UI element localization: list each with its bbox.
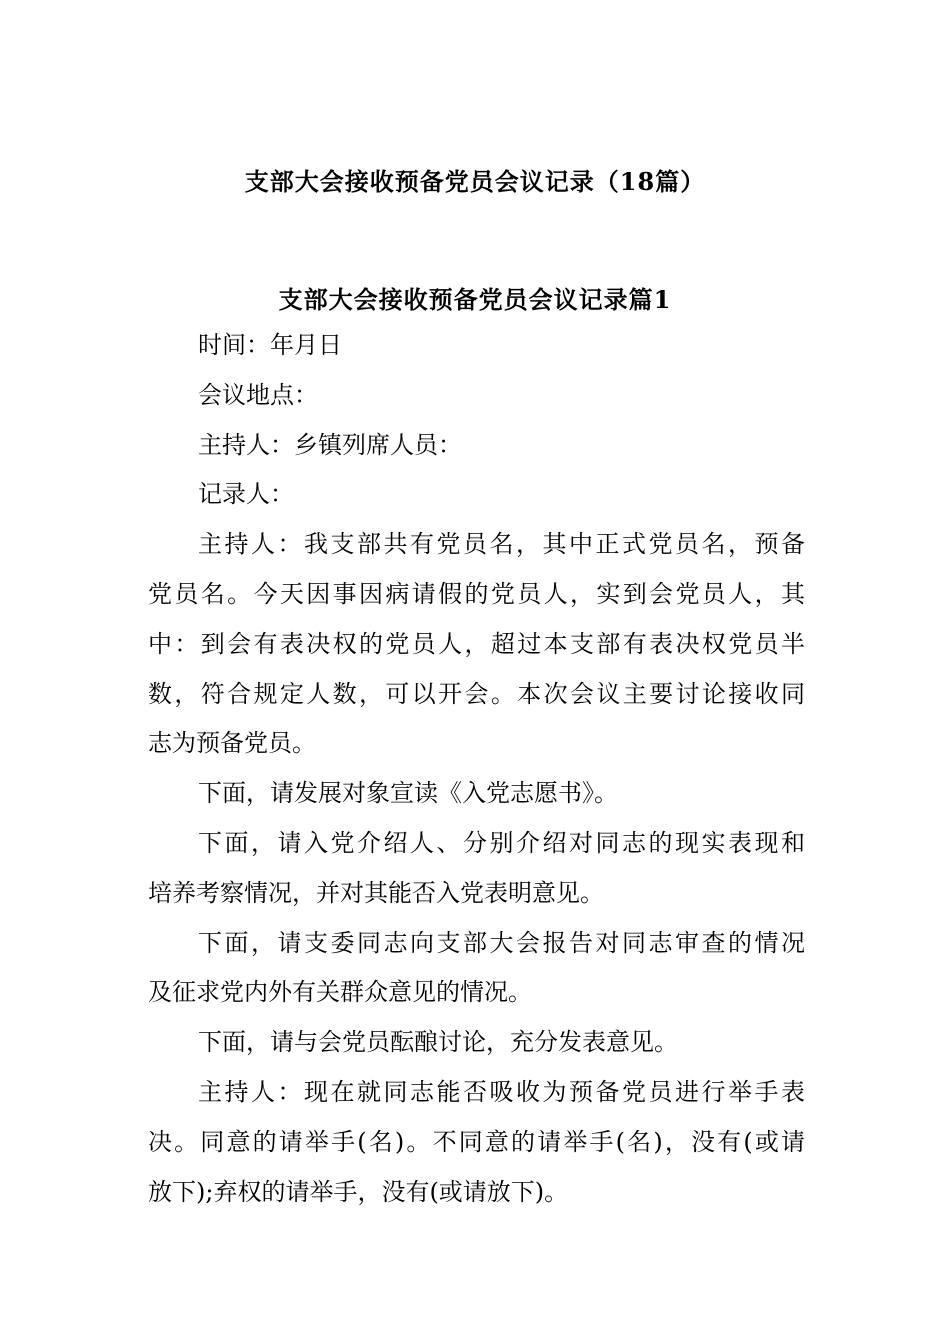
text-line: 主持人：我支部共有党员名，其中正式党员名，预备 [198,530,805,559]
text-line: 主持人：现在就同志能否吸收为预备党员进行举手表 [198,1077,805,1106]
text-line: 主持人：乡镇列席人员： [198,430,462,459]
text-line: 及征求党内外有关群众意见的情况。 [148,978,532,1007]
document-body [148,327,805,1223]
text-line: 党员名。今天因事因病请假的党员人，实到会党员人，其 [148,579,805,608]
section-heading: 支部大会接收预备党员会议记录篇1 [278,285,672,314]
text-line: 中：到会有表决权的党员人，超过本支部有表决权党员半 [148,629,805,658]
text-line: 培养考察情况，并对其能否入党表明意见。 [148,878,604,907]
text-line: 下面，请支委同志向支部大会报告对同志审查的情况 [198,928,805,957]
document-title: 支部大会接收预备党员会议记录（18篇） [244,167,706,196]
text-line: 放下);弃权的请举手，没有(或请放下)。 [148,1177,569,1206]
text-line: 志为预备党员。 [148,729,316,758]
text-line: 时间：年月日 [198,331,342,359]
text-line: 会议地点： [198,380,318,409]
text-line: 数，符合规定人数，可以开会。本次会议主要讨论接收同 [148,679,805,708]
text-line: 下面，请入党介绍人、分别介绍对同志的现实表现和 [198,828,805,857]
text-line: 记录人： [198,480,294,509]
text-line: 下面，请发展对象宣读《入党志愿书》。 [198,779,618,808]
text-line: 下面，请与会党员酝酿讨论，充分发表意见。 [198,1028,678,1057]
text-line: 决。同意的请举手(名)。不同意的请举手(名)，没有(或请 [148,1127,805,1156]
